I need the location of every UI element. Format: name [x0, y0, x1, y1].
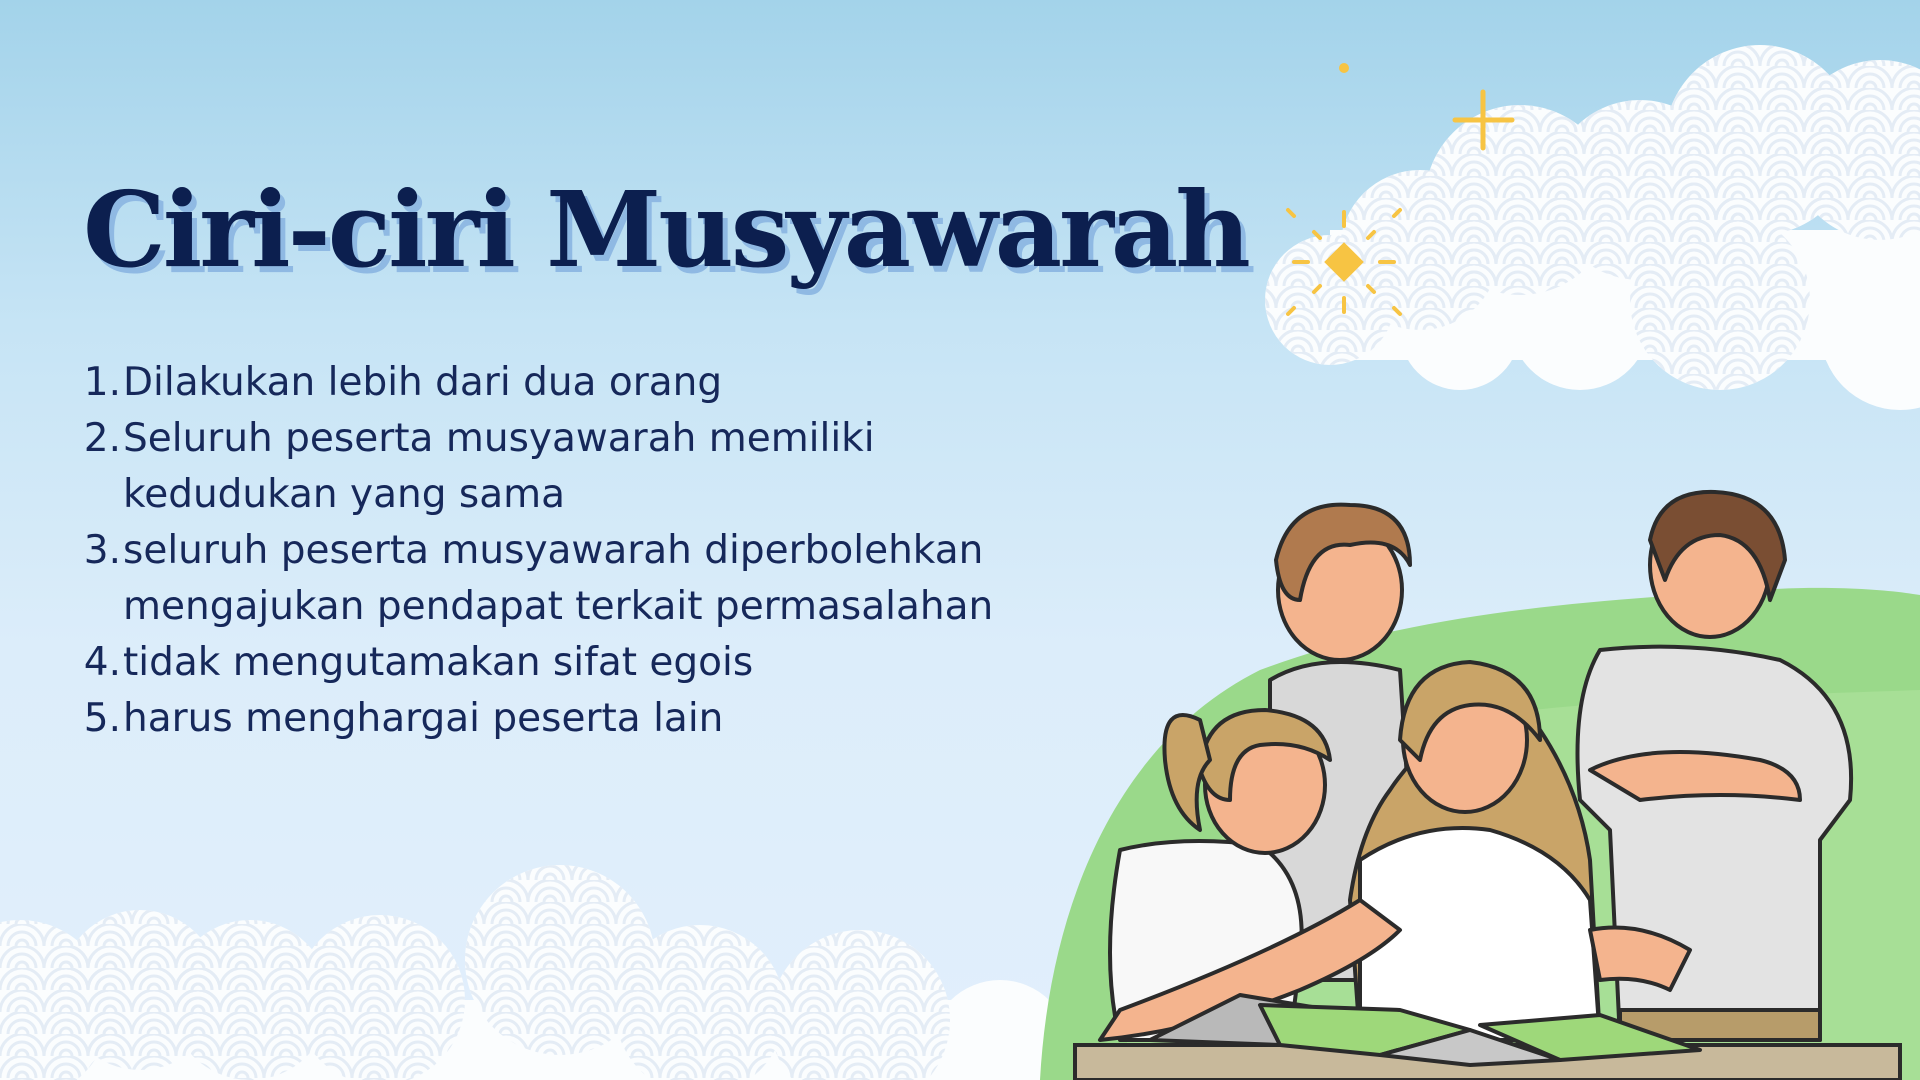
- list-item: [78, 635, 1038, 691]
- list-item-number: 4.: [83, 640, 121, 685]
- list-item-number: 1.: [83, 360, 121, 405]
- list-item-text: Seluruh peserta musyawarah memiliki kedudukan yang sama: [123, 416, 875, 517]
- list-item-number: 3.: [83, 528, 121, 573]
- feature-list: [78, 355, 1038, 747]
- list-item-number: 2.: [83, 416, 121, 461]
- list-item: [78, 691, 1038, 747]
- list-item: [78, 523, 1038, 635]
- list-item-text: harus menghargai peserta lain: [123, 696, 724, 741]
- list-item-text: Dilakukan lebih dari dua orang: [123, 360, 723, 405]
- list-item: [78, 411, 1038, 523]
- list-item-number: 5.: [83, 696, 121, 741]
- list-item-text: tidak mengutamakan sifat egois: [123, 640, 754, 685]
- slide-title: Ciri-ciri Musyawarah: [83, 168, 1248, 291]
- list-item-text: seluruh peserta musyawarah diperbolehkan mengajukan pendapat terkait permasalahan: [123, 528, 994, 629]
- list-item: [78, 355, 1038, 411]
